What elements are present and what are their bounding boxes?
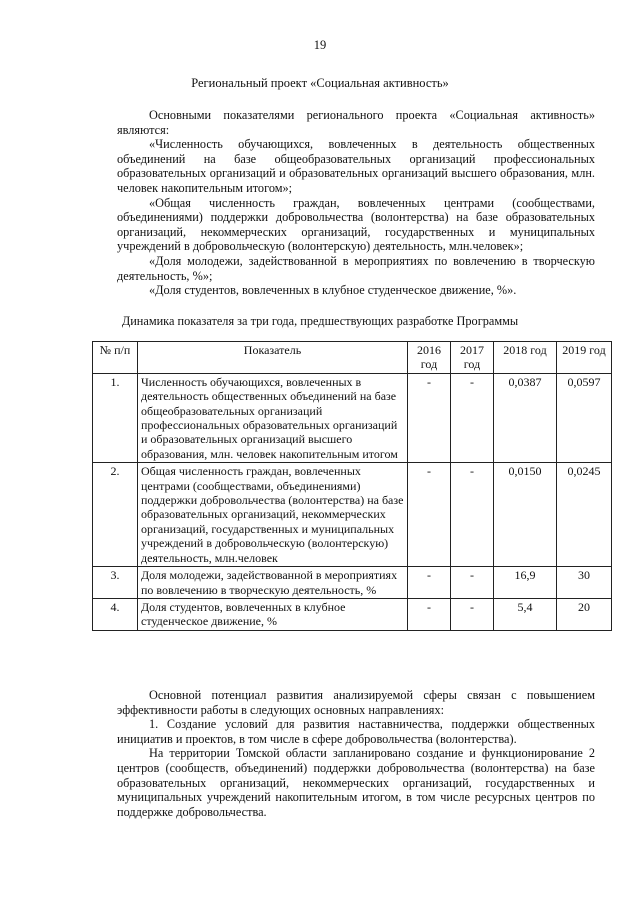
table-caption: Динамика показателя за три года, предшествующих разработке Программы bbox=[121, 314, 519, 328]
header-indicator: Показатель bbox=[138, 342, 408, 374]
row-indicator: Общая численность граждан, вовлеченных центрами (сообществами, объединениями) поддержки добровольчества (волонтерства) на базе образовательных организаций, некоммерческих организаций, государственных и муниципальных учреждений в добровольческую (волонтерскую) деятельность, млн.человек bbox=[138, 463, 408, 567]
table-row bbox=[93, 567, 612, 599]
row-number: 2. bbox=[93, 463, 138, 567]
row-value-2017: - bbox=[451, 567, 494, 599]
section-title: Региональный проект «Социальная активность» bbox=[191, 76, 449, 90]
row-value-2016: - bbox=[408, 373, 451, 462]
row-value-2016: - bbox=[408, 598, 451, 630]
outro-text bbox=[117, 688, 595, 819]
intro-paragraph: «Общая численность граждан, вовлеченных центрами (сообществами, объединениями) поддержки добровольчества (волонтерства) на базе образовательных организаций, некоммерческих организаций, государственных и муниципальных учреждений в добровольческую (волонтерскую) деятельность, млн.человек»; bbox=[117, 195, 595, 254]
outro-paragraph: На территории Томской области запланировано создание и функционирование 2 центров (сообществ, объединений) поддержки добровольчества (волонтерства) на базе образовательных организаций, некоммерческих организаций, государственных и муниципальных учреждений накопительным итогом, в том числе ресурсных центров по поддержке добровольчества. bbox=[117, 746, 595, 819]
intro-paragraph: Основными показателями регионального проекта «Социальная активность» являются: bbox=[117, 108, 595, 137]
row-value-2019: 0,0597 bbox=[557, 373, 612, 462]
intro-paragraph: «Численность обучающихся, вовлеченных в деятельность общественных объединений на базе общеобразовательных организаций профессиональных образовательных организаций и образовательных организаций высшего образования, млн. человек накопительным итогом»; bbox=[117, 137, 595, 195]
row-value-2019: 30 bbox=[557, 567, 612, 599]
table-row bbox=[93, 373, 612, 462]
page-number: 19 bbox=[313, 38, 327, 52]
row-value-2016: - bbox=[408, 567, 451, 599]
row-indicator: Численность обучающихся, вовлеченных в деятельность общественных объединений на базе общеобразовательных организаций профессиональных образовательных организаций и образовательных организаций высшего образования, млн. человек накопительным итогом bbox=[138, 373, 408, 462]
row-number: 4. bbox=[93, 598, 138, 630]
table-row bbox=[93, 463, 612, 567]
row-value-2018: 0,0150 bbox=[494, 463, 557, 567]
indicator-table bbox=[92, 341, 612, 631]
row-value-2018: 0,0387 bbox=[494, 373, 557, 462]
row-value-2019: 0,0245 bbox=[557, 463, 612, 567]
row-indicator: Доля молодежи, задействованной в мероприятиях по вовлечению в творческую деятельность, % bbox=[138, 567, 408, 599]
row-value-2018: 16,9 bbox=[494, 567, 557, 599]
row-value-2017: - bbox=[451, 598, 494, 630]
row-number: 3. bbox=[93, 567, 138, 599]
header-2019: 2019 год bbox=[557, 342, 612, 374]
outro-paragraph: Основной потенциал развития анализируемой сферы связан с повышением эффективности работы в следующих основных направлениях: bbox=[117, 688, 595, 717]
header-2018: 2018 год bbox=[494, 342, 557, 374]
outro-paragraph: 1. Создание условий для развития наставничества, поддержки общественных инициатив и проектов, в том числе в сфере добровольчества (волонтерства). bbox=[117, 717, 595, 746]
row-value-2018: 5,4 bbox=[494, 598, 557, 630]
intro-text bbox=[117, 108, 595, 298]
row-indicator: Доля студентов, вовлеченных в клубное студенческое движение, % bbox=[138, 598, 408, 630]
intro-paragraph: «Доля студентов, вовлеченных в клубное студенческое движение, %». bbox=[149, 283, 517, 298]
row-value-2017: - bbox=[451, 463, 494, 567]
intro-paragraph: «Доля молодежи, задействованной в мероприятиях по вовлечению в творческую деятельность, %»; bbox=[117, 253, 595, 283]
row-value-2016: - bbox=[408, 463, 451, 567]
header-no: № п/п bbox=[93, 342, 138, 374]
row-value-2017: - bbox=[451, 373, 494, 462]
table-row bbox=[93, 598, 612, 630]
header-2017: 2017 год bbox=[451, 342, 494, 374]
header-2016: 2016 год bbox=[408, 342, 451, 374]
row-number: 1. bbox=[93, 373, 138, 462]
table-header-row bbox=[93, 342, 612, 374]
row-value-2019: 20 bbox=[557, 598, 612, 630]
